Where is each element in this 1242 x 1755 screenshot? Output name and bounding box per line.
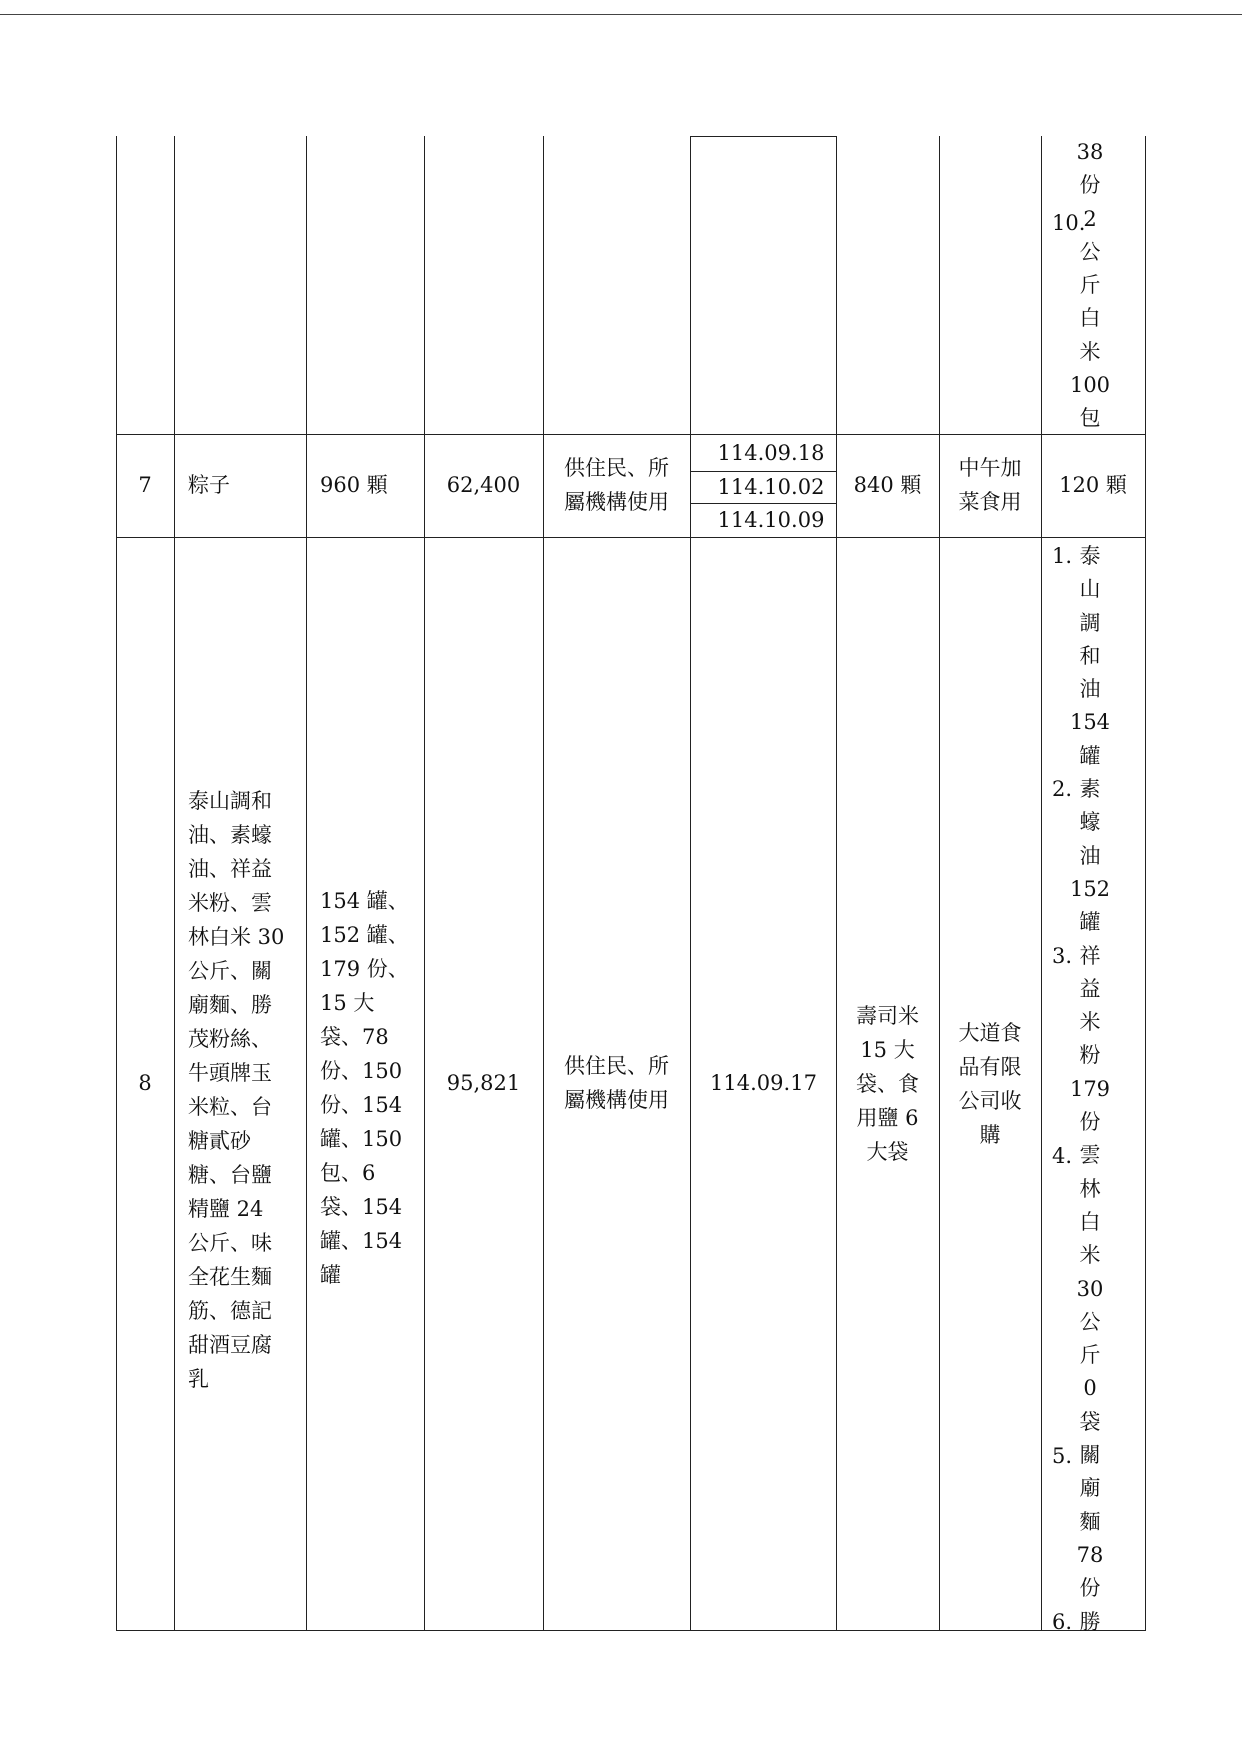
row8-amount: 95,821 [446, 1071, 521, 1095]
col-line [424, 136, 425, 1630]
row-line [116, 1630, 1146, 1631]
remarks-num-3: 3. [1052, 944, 1073, 968]
row8-date: 114.09.17 [710, 1071, 817, 1095]
row8-no: 8 [138, 1071, 152, 1095]
col-line [1041, 136, 1042, 1630]
row7-used-qty: 840 顆 [853, 473, 922, 497]
row7-date-2: 114.10.02 [717, 475, 825, 499]
row8-item: 泰山調和 油、素蠔 油、祥益 米粉、雲 林白米 30 公斤、關 廟麵、勝 茂粉絲、 牛頭牌玉 米粒、台 糖貳砂 糖、台鹽 精鹽 24 公斤、味 全花生麵 筋、德記 甜酒豆腐 乳 [188, 789, 285, 1391]
col-line [939, 136, 940, 1630]
row8-purpose: 大道食 品有限 公司收 購 [958, 1021, 1022, 1147]
row-line [116, 434, 1146, 435]
continued-remarks-top: 38 份 2 公 斤 白 米 100 包 [1069, 140, 1111, 431]
row8-use: 供住民、所 屬機構使用 [564, 1054, 669, 1112]
row-line [690, 136, 837, 137]
row8-remarks-list: 泰 山 調 和 油 154 罐 素 蠔 油 152 罐 祥 益 米 粉 179 份 雲 林 白 米 30 公 斤 0 袋 關 廟 麵 78 份 勝 [1069, 544, 1111, 1634]
row7-remarks: 120 顆 [1059, 473, 1127, 497]
col-line [1145, 136, 1146, 1630]
col-line [543, 136, 544, 1630]
col-line [116, 136, 117, 1630]
remarks-num-1: 1. [1052, 544, 1073, 568]
row7-date-1: 114.09.18 [717, 441, 825, 465]
remarks-item-number: 10. [1052, 211, 1086, 235]
row7-quantity: 960 顆 [320, 473, 388, 497]
remarks-num-5: 5. [1052, 1444, 1073, 1468]
col-line [836, 136, 837, 1630]
row-line [116, 537, 1146, 538]
remarks-num-2: 2. [1052, 777, 1073, 801]
row7-no: 7 [138, 473, 152, 497]
row8-used-qty: 壽司米 15 大 袋、食 用鹽 6 大袋 [856, 1004, 919, 1164]
row8-quantity: 154 罐、 152 罐、 179 份、 15 大 袋、78 份、150 份、154 罐、150 包、6 袋、154 罐、154 罐 [320, 889, 409, 1287]
row7-purpose: 中午加 菜食用 [958, 456, 1022, 514]
row7-item: 粽子 [188, 473, 230, 497]
remarks-num-4: 4. [1052, 1144, 1073, 1168]
col-line [174, 136, 175, 1630]
row7-amount: 62,400 [446, 473, 521, 497]
col-line [306, 136, 307, 1630]
col-line [690, 136, 691, 1630]
remarks-num-6: 6. [1052, 1610, 1073, 1634]
row7-use: 供住民、所 屬機構使用 [564, 456, 669, 514]
row7-date-3: 114.10.09 [717, 508, 825, 532]
